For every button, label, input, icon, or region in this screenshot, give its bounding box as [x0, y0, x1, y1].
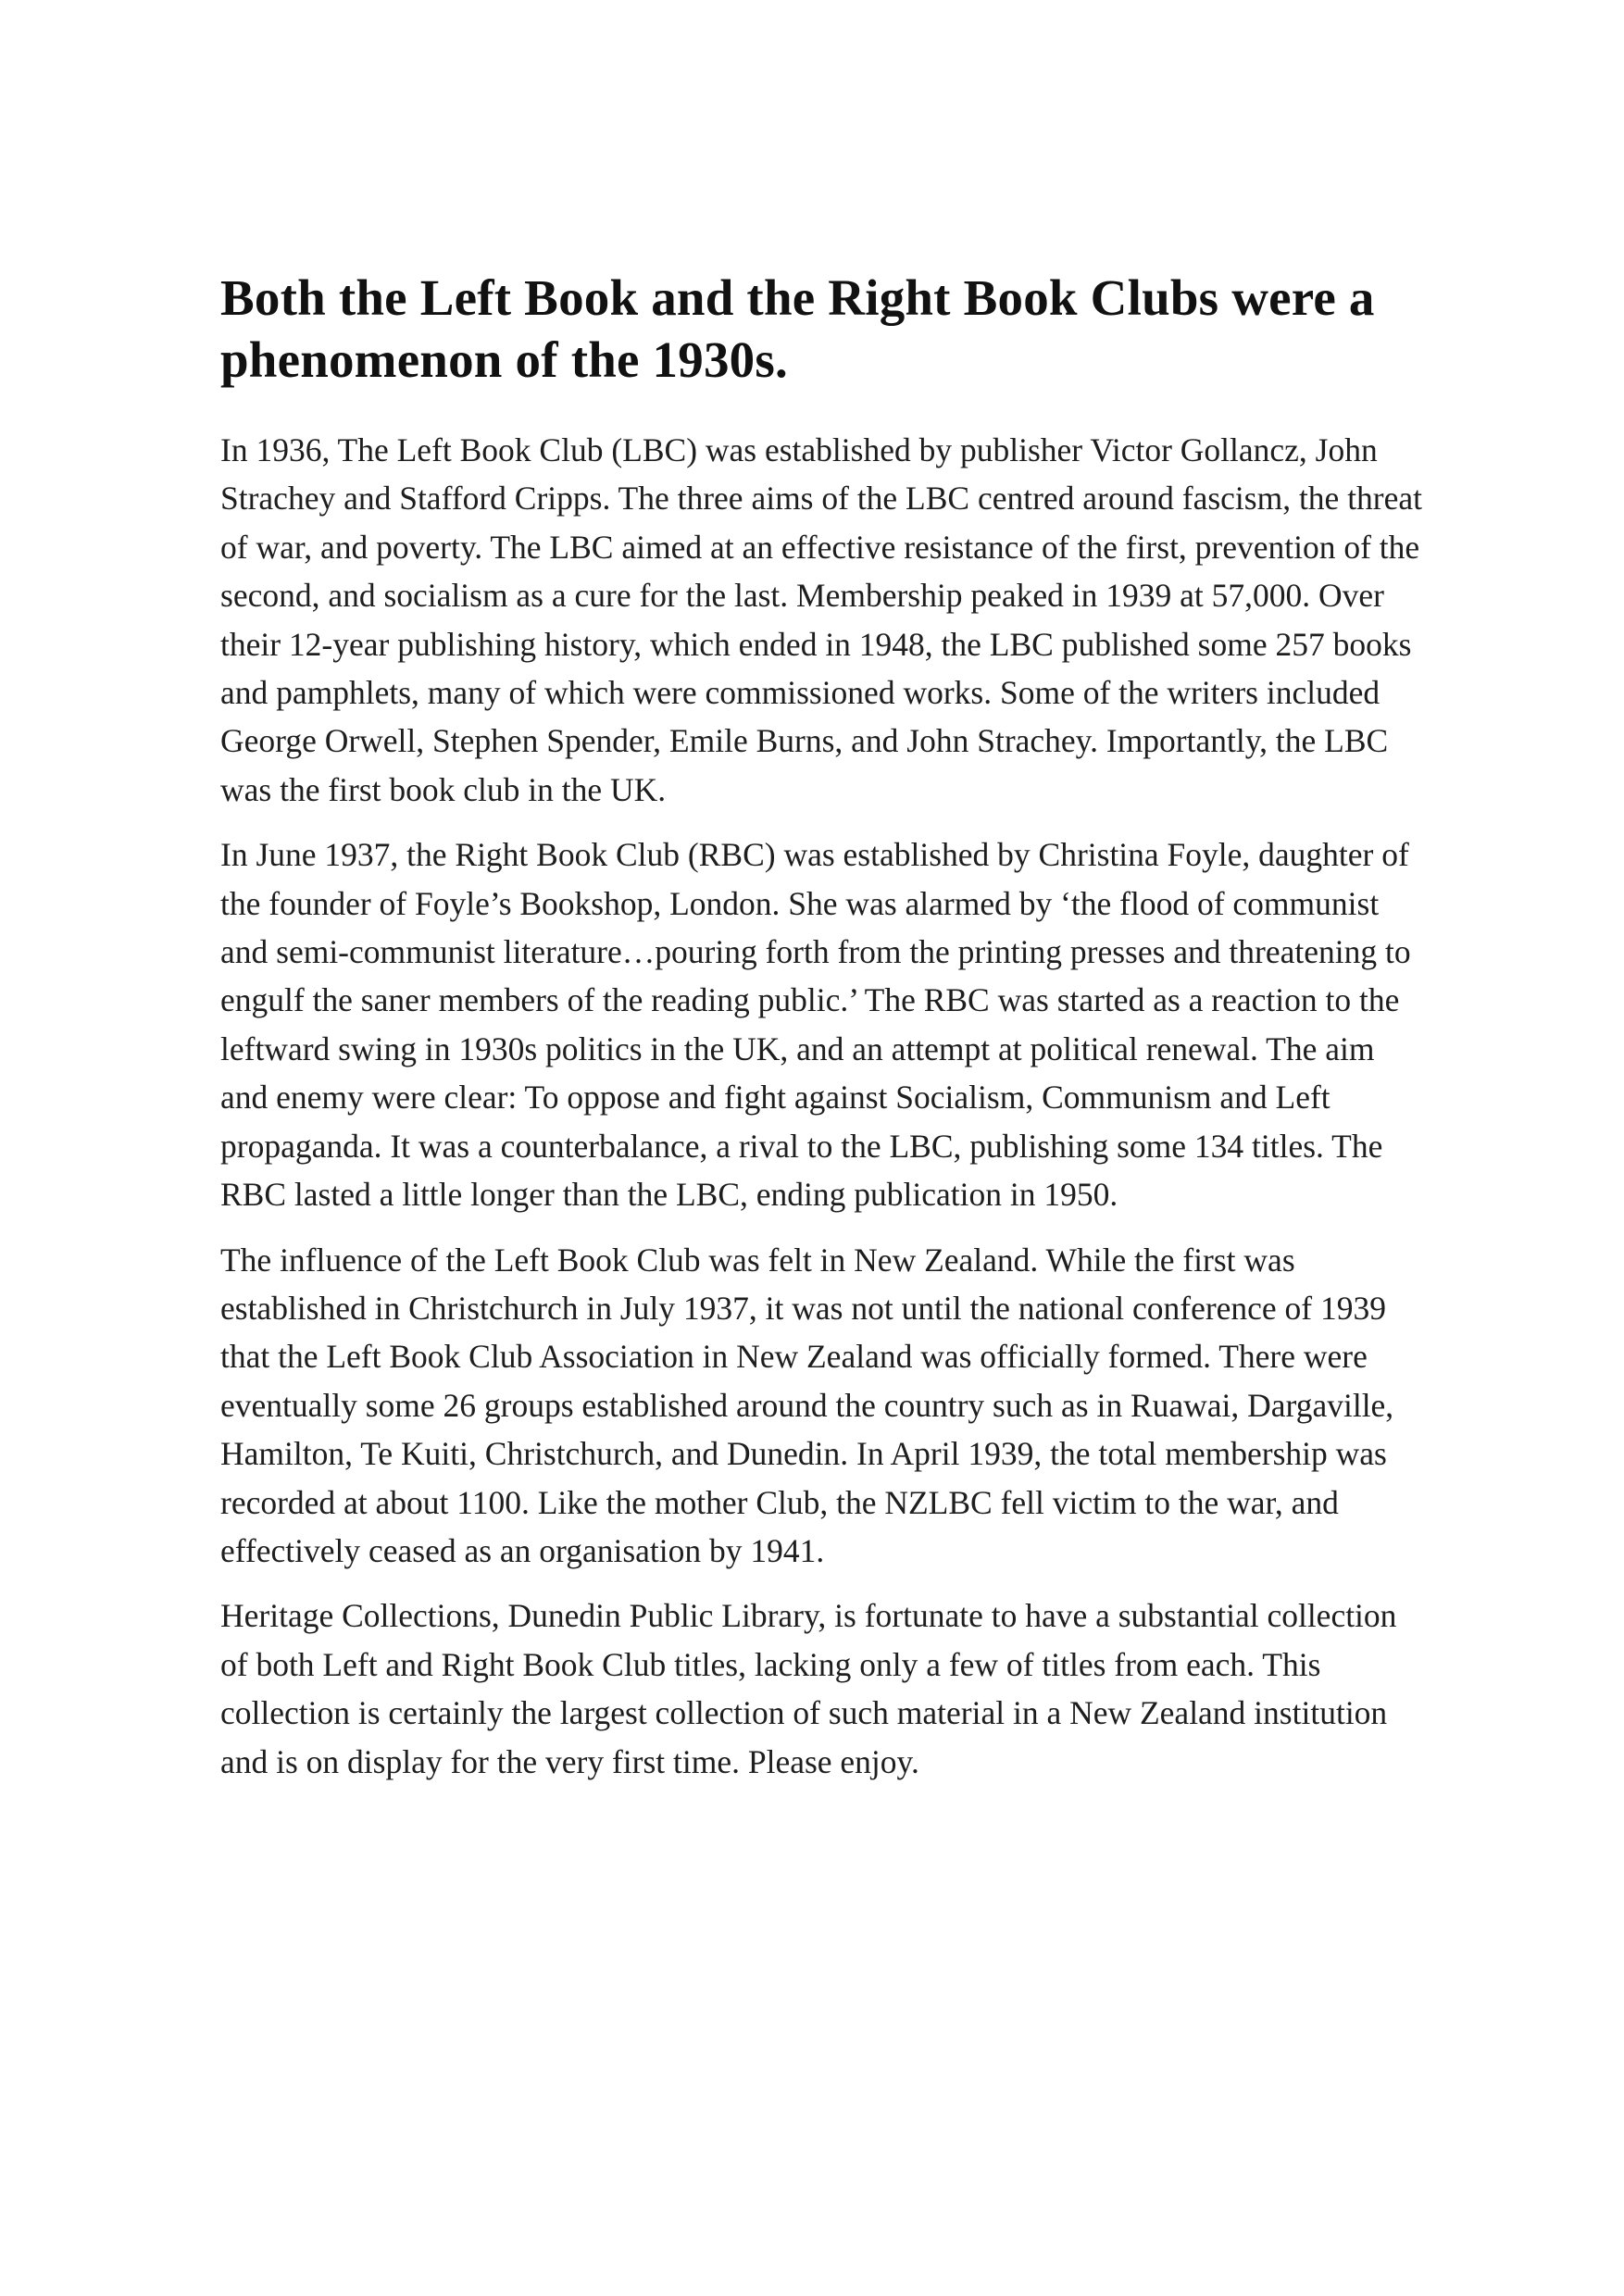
document-body: [220, 267, 1424, 1803]
paragraph-left-book-club: In 1936, The Left Book Club (LBC) was established by publisher Victor Gollancz, John Strachey and Stafford Cripps. The three aims of the LBC centred around fascism, the threat of war, and poverty. The LBC aimed at an effective resistance of the first, prevention of the second, and socialism as a cure for the last. Membership peaked in 1939 at 57,000. Over their 12-year publishing history, which ended in 1948, the LBC published some 257 books and pamphlets, many of which were commissioned works. Some of the writers included George Orwell, Stephen Spender, Emile Burns, and John Strachey. Importantly, the LBC was the first book club in the UK.: [220, 431, 1423, 808]
paragraph-heritage-collections: Heritage Collections, Dunedin Public Library, is fortunate to have a substantial collection of both Left and Right Book Club titles, lacking only a few of titles from each. This collection is certainly the largest collection of such material in a New Zealand institution and is on display for the very first time. Please enjoy.: [220, 1597, 1397, 1780]
page-title: Both the Left Book and the Right Book Clubs were a phenomenon of the 1930s.: [220, 269, 1375, 388]
paragraph-right-book-club: In June 1937, the Right Book Club (RBC) was established by Christina Foyle, daughter of the founder of Foyle’s Bookshop, London. She was alarmed by ‘the flood of communist and semi-communist literature…pouring forth from the printing presses and threatening to engulf the saner members of the reading public.’ The RBC was started as a reaction to the leftward swing in 1930s politics in the UK, and an attempt at political renewal. The aim and enemy were clear: To oppose and fight against Socialism, Communism and Left propaganda. It was a counterbalance, a rival to the LBC, publishing some 134 titles. The RBC lasted a little longer than the LBC, ending publication in 1950.: [220, 836, 1411, 1214]
paragraph-new-zealand: The influence of the Left Book Club was felt in New Zealand. While the first was established in Christchurch in July 1937, it was not until the national conference of 1939 that the Left Book Club Association in New Zealand was officially formed. There were eventually some 26 groups established around the country such as in Ruawai, Dargaville, Hamilton, Te Kuiti, Christchurch, and Dunedin. In April 1939, the total membership was recorded at about 1100. Like the mother Club, the NZLBC fell victim to the war, and effectively ceased as an organisation by 1941.: [220, 1241, 1394, 1569]
